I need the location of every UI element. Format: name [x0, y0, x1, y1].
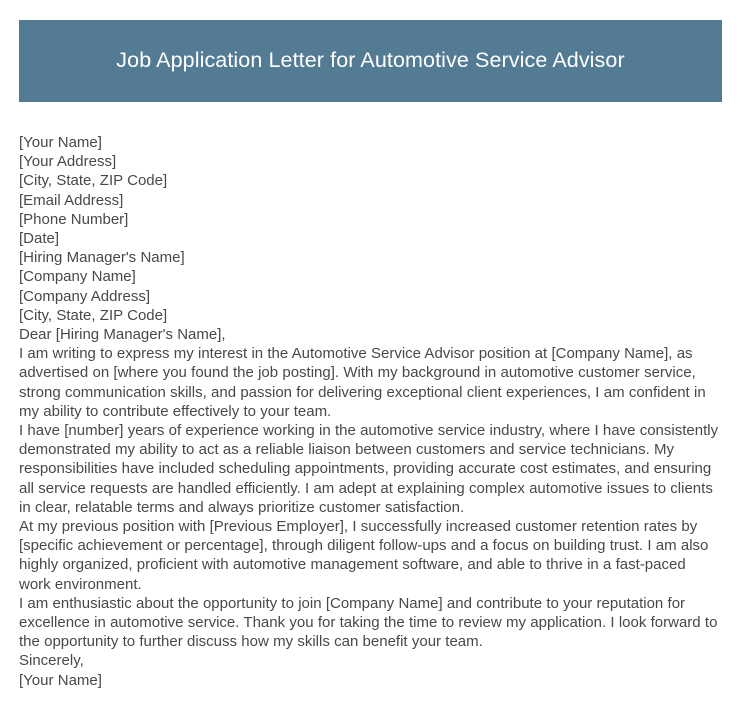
sender-address-line: [Your Address]	[19, 153, 117, 171]
letter-paragraph-2: I have [number] years of experience working in the automotive service industry, where I have consistently demonstrated my ability to act as a reliable liaison between customers and service technicians. My responsibilities have included scheduling appointments, providing accurate cost estimates, and ensuring all service requests are handled efficiently. I am adept at explaining complex automotive issues to clients in clear, relatable terms and always prioritize customer satisfaction.	[19, 422, 719, 516]
sender-name-line: [Your Name]	[19, 134, 102, 151]
letter-body	[19, 133, 720, 690]
document-header-banner	[19, 20, 722, 102]
letter-signature: [Your Name]	[19, 671, 102, 689]
letter-date-line: [Date]	[19, 230, 60, 248]
sender-email-line: [Email Address]	[19, 191, 124, 209]
recipient-company-address-line: [Company Address]	[19, 287, 150, 305]
page-title: Job Application Letter for Automotive Service Advisor	[116, 48, 625, 73]
letter-closing: Sincerely,	[19, 652, 84, 670]
letter-paragraph-3: At my previous position with [Previous Employer], I successfully increased customer retention rates by [specific achievement or percentage], through diligent follow-ups and a focus on building trust. I am also highly organized, proficient with automotive management software, and able to thrive in a fast-paced work environment.	[19, 518, 709, 593]
sender-phone-line: [Phone Number]	[19, 210, 129, 228]
letter-salutation: Dear [Hiring Manager's Name],	[19, 326, 226, 344]
recipient-manager-name-line: [Hiring Manager's Name]	[19, 249, 185, 267]
sender-city-state-zip-line: [City, State, ZIP Code]	[19, 172, 168, 190]
sender-address-block	[19, 133, 720, 248]
letter-paragraph-4: I am enthusiastic about the opportunity to join [Company Name] and contribute to your reputation for excellence in automotive service. Thank you for taking the time to review my application. I look forward to the opportunity to further discuss how my skills can benefit your team.	[19, 594, 718, 651]
letter-paragraph-1: I am writing to express my interest in the Automotive Service Advisor position at [Company Name], as advertised on [where you found the job posting]. With my background in automotive customer service, strong communication skills, and passion for delivering exceptional client experiences, I am confident in my ability to contribute effectively to your team.	[19, 345, 706, 420]
recipient-company-name-line: [Company Name]	[19, 268, 136, 286]
recipient-address-block	[19, 248, 720, 325]
recipient-city-state-zip-line: [City, State, ZIP Code]	[19, 306, 168, 324]
